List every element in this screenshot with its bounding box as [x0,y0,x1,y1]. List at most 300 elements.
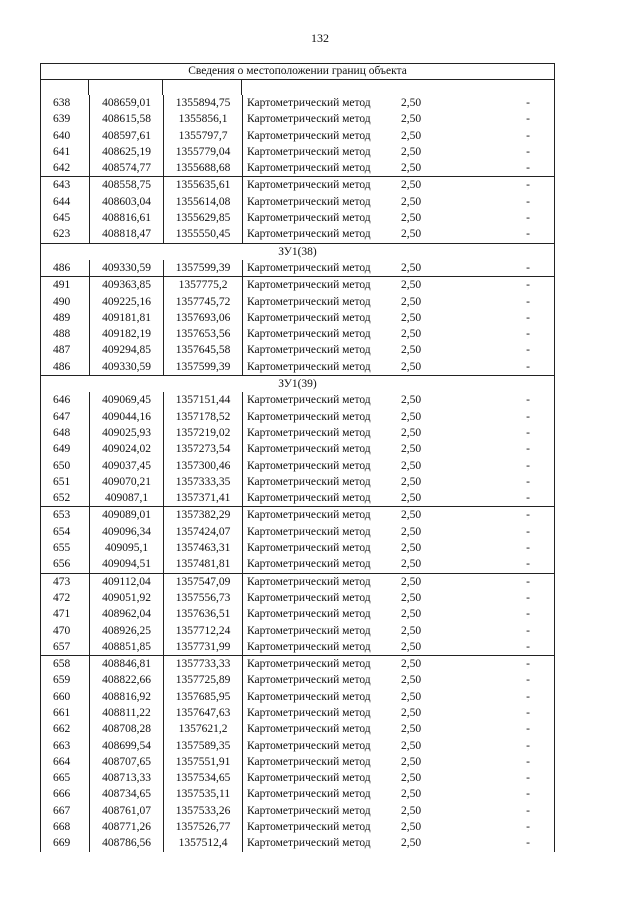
point-number-cell: 642 [53,162,71,175]
point-number-cell: 490 [53,295,71,308]
table-row [41,835,554,851]
table-row [41,392,554,408]
method-cell: Картометрический метод [242,359,389,375]
method-cell: Картометрический метод [242,260,389,276]
y-coordinate-cell: 1357599,39 [163,359,242,375]
table-row [41,754,554,770]
accuracy-cell: 2,50 [400,509,422,522]
method-cell: Картометрический метод [242,524,389,540]
section-heading: ЗУ1(38) [41,243,554,260]
accuracy-cell: 2,50 [400,575,422,588]
method-cell: Картометрический метод [242,458,389,474]
method-cell: Картометрический метод [242,194,389,210]
x-coordinate-cell: 409330,59 [89,260,163,276]
table-row [41,540,554,556]
note-cell: - [526,475,530,488]
note-cell: - [526,690,530,703]
y-coordinate-cell: 1357645,58 [163,342,242,358]
note-cell: - [526,443,530,456]
point-number-cell: 653 [53,509,71,522]
method-cell: Картометрический метод [242,786,389,802]
table-title: Сведения о местоположении границ объекта [41,64,554,80]
y-coordinate-cell: 1357589,35 [163,738,242,754]
method-cell: Картометрический метод [242,623,389,639]
point-number-cell: 486 [53,261,71,274]
point-number-cell: 491 [53,279,71,292]
note-cell: - [526,492,530,505]
point-number-cell: 666 [53,788,71,801]
note-cell: - [526,179,530,192]
x-coordinate-cell: 409330,59 [89,359,163,375]
method-cell: Картометрический метод [242,425,389,441]
y-coordinate-cell: 1355688,68 [163,160,242,176]
point-number-cell: 639 [53,113,71,126]
y-coordinate-cell: 1355894,75 [163,95,242,111]
table-row [41,623,554,639]
note-cell: - [526,575,530,588]
method-cell: Картометрический метод [242,639,389,655]
table-row [41,194,554,210]
table-row [41,409,554,425]
table-header-spacer [41,80,554,95]
accuracy-cell: 2,50 [400,113,422,126]
x-coordinate-cell: 408708,28 [89,721,163,737]
table-row [41,326,554,342]
y-coordinate-cell: 1357733,33 [163,656,242,672]
table-row [41,144,554,160]
y-coordinate-cell: 1357382,29 [163,507,242,523]
table-row [41,95,554,111]
x-coordinate-cell: 408603,04 [89,194,163,210]
x-coordinate-cell: 409037,45 [89,458,163,474]
accuracy-cell: 2,50 [400,658,422,671]
table-row [41,524,554,540]
x-coordinate-cell: 408625,19 [89,144,163,160]
y-coordinate-cell: 1357151,44 [163,392,242,408]
y-coordinate-cell: 1357775,2 [163,277,242,293]
method-cell: Картометрический метод [242,490,389,506]
table-row [41,705,554,721]
method-cell: Картометрический метод [242,474,389,490]
point-number-cell: 664 [53,755,71,768]
table-row [41,672,554,688]
y-coordinate-cell: 1357599,39 [163,260,242,276]
y-coordinate-cell: 1357535,11 [163,786,242,802]
accuracy-cell: 2,50 [400,821,422,834]
point-number-cell: 650 [53,459,71,472]
x-coordinate-cell: 409025,93 [89,425,163,441]
x-coordinate-cell: 409225,16 [89,294,163,310]
accuracy-cell: 2,50 [400,475,422,488]
point-number-cell: 655 [53,542,71,555]
x-coordinate-cell: 409182,19 [89,326,163,342]
method-cell: Картометрический метод [242,721,389,737]
point-number-cell: 656 [53,558,71,571]
x-coordinate-cell: 408574,77 [89,160,163,176]
x-coordinate-cell: 409087,1 [89,490,163,506]
note-cell: - [526,525,530,538]
point-number-cell: 644 [53,195,71,208]
accuracy-cell: 2,50 [400,804,422,817]
accuracy-cell: 2,50 [400,179,422,192]
method-cell: Картометрический метод [242,326,389,342]
accuracy-cell: 2,50 [400,97,422,109]
method-cell: Картометрический метод [242,144,389,160]
table-body [41,95,554,852]
accuracy-cell: 2,50 [400,837,422,850]
method-cell: Картометрический метод [242,226,389,242]
method-cell: Картометрический метод [242,441,389,457]
method-cell: Картометрический метод [242,392,389,408]
y-coordinate-cell: 1357636,51 [163,606,242,622]
accuracy-cell: 2,50 [400,279,422,292]
x-coordinate-cell: 409089,01 [89,507,163,523]
method-cell: Картометрический метод [242,210,389,226]
table-row [41,738,554,754]
point-number-cell: 640 [53,129,71,142]
table-row [41,689,554,705]
accuracy-cell: 2,50 [400,410,422,423]
note-cell: - [526,344,530,357]
note-cell: - [526,706,530,719]
y-coordinate-cell: 1357534,65 [163,770,242,786]
y-coordinate-cell: 1357745,72 [163,294,242,310]
table-row [41,474,554,490]
method-cell: Картометрический метод [242,556,389,572]
note-cell: - [526,837,530,850]
x-coordinate-cell: 408734,65 [89,786,163,802]
point-number-cell: 473 [53,575,71,588]
accuracy-cell: 2,50 [400,690,422,703]
point-number-cell: 489 [53,311,71,324]
note-cell: - [526,360,530,373]
x-coordinate-cell: 408699,54 [89,738,163,754]
note-cell: - [526,113,530,126]
method-cell: Картометрический метод [242,705,389,721]
point-number-cell: 660 [53,690,71,703]
accuracy-cell: 2,50 [400,772,422,785]
x-coordinate-cell: 409294,85 [89,342,163,358]
y-coordinate-cell: 1357512,4 [163,835,242,851]
page-number: 132 [311,31,329,45]
note-cell: - [526,591,530,604]
note-cell: - [526,723,530,736]
y-coordinate-cell: 1357526,77 [163,819,242,835]
y-coordinate-cell: 1357551,91 [163,754,242,770]
accuracy-cell: 2,50 [400,459,422,472]
y-coordinate-cell: 1357273,54 [163,441,242,457]
x-coordinate-cell: 408713,33 [89,770,163,786]
table-row [41,506,554,523]
y-coordinate-cell: 1357621,2 [163,721,242,737]
point-number-cell: 645 [53,212,71,225]
note-cell: - [526,279,530,292]
table-row [41,770,554,786]
accuracy-cell: 2,50 [400,608,422,621]
x-coordinate-cell: 409051,92 [89,590,163,606]
point-number-cell: 471 [53,608,71,621]
point-number-cell: 486 [53,360,71,373]
table-row [41,573,554,590]
section-heading: ЗУ1(39) [41,375,554,392]
table-row [41,819,554,835]
point-number-cell: 648 [53,426,71,439]
note-cell: - [526,739,530,752]
x-coordinate-cell: 409095,1 [89,540,163,556]
accuracy-cell: 2,50 [400,228,422,241]
note-cell: - [526,658,530,671]
note-cell: - [526,311,530,324]
accuracy-cell: 2,50 [400,295,422,308]
y-coordinate-cell: 1357653,56 [163,326,242,342]
note-cell: - [526,459,530,472]
note-cell: - [526,509,530,522]
accuracy-cell: 2,50 [400,525,422,538]
x-coordinate-cell: 408707,65 [89,754,163,770]
point-number-cell: 669 [53,837,71,850]
method-cell: Картометрический метод [242,111,389,127]
method-cell: Картометрический метод [242,507,389,523]
note-cell: - [526,410,530,423]
y-coordinate-cell: 1355797,7 [163,128,242,144]
note-cell: - [526,788,530,801]
point-number-cell: 647 [53,410,71,423]
accuracy-cell: 2,50 [400,706,422,719]
x-coordinate-cell: 409112,04 [89,574,163,590]
y-coordinate-cell: 1357685,95 [163,689,242,705]
point-number-cell: 667 [53,804,71,817]
point-number-cell: 643 [53,179,71,192]
y-coordinate-cell: 1357463,31 [163,540,242,556]
point-number-cell: 488 [53,328,71,341]
table-row [41,128,554,144]
x-coordinate-cell: 408818,47 [89,226,163,242]
note-cell: - [526,821,530,834]
method-cell: Картометрический метод [242,803,389,819]
note-cell: - [526,328,530,341]
accuracy-cell: 2,50 [400,129,422,142]
point-number-cell: 638 [53,97,71,109]
accuracy-cell: 2,50 [400,195,422,208]
method-cell: Картометрический метод [242,819,389,835]
y-coordinate-cell: 1357371,41 [163,490,242,506]
point-number-cell: 657 [53,640,71,653]
y-coordinate-cell: 1357424,07 [163,524,242,540]
table-row [41,260,554,276]
point-number-cell: 659 [53,674,71,687]
method-cell: Картометрический метод [242,95,389,111]
note-cell: - [526,772,530,785]
method-cell: Картометрический метод [242,574,389,590]
method-cell: Картометрический метод [242,160,389,176]
accuracy-cell: 2,50 [400,624,422,637]
accuracy-cell: 2,50 [400,162,422,175]
accuracy-cell: 2,50 [400,723,422,736]
y-coordinate-cell: 1357731,99 [163,639,242,655]
table-row [41,786,554,802]
table-row [41,342,554,358]
note-cell: - [526,129,530,142]
method-cell: Картометрический метод [242,689,389,705]
note-cell: - [526,640,530,653]
accuracy-cell: 2,50 [400,212,422,225]
table-row [41,606,554,622]
method-cell: Картометрический метод [242,277,389,293]
point-number-cell: 661 [53,706,71,719]
method-cell: Картометрический метод [242,606,389,622]
y-coordinate-cell: 1357547,09 [163,574,242,590]
accuracy-cell: 2,50 [400,261,422,274]
x-coordinate-cell: 409044,16 [89,409,163,425]
x-coordinate-cell: 408822,66 [89,672,163,688]
y-coordinate-cell: 1357178,52 [163,409,242,425]
accuracy-cell: 2,50 [400,145,422,158]
point-number-cell: 668 [53,821,71,834]
y-coordinate-cell: 1355779,04 [163,144,242,160]
method-cell: Картометрический метод [242,672,389,688]
accuracy-cell: 2,50 [400,492,422,505]
accuracy-cell: 2,50 [400,426,422,439]
y-coordinate-cell: 1355635,61 [163,177,242,193]
point-number-cell: 487 [53,344,71,357]
x-coordinate-cell: 408659,01 [89,95,163,111]
table-row [41,721,554,737]
y-coordinate-cell: 1357712,24 [163,623,242,639]
method-cell: Картометрический метод [242,177,389,193]
accuracy-cell: 2,50 [400,640,422,653]
y-coordinate-cell: 1355614,08 [163,194,242,210]
y-coordinate-cell: 1357647,63 [163,705,242,721]
coordinates-table [40,63,555,852]
method-cell: Картометрический метод [242,754,389,770]
table-row [41,441,554,457]
x-coordinate-cell: 408962,04 [89,606,163,622]
point-number-cell: 665 [53,772,71,785]
table-row [41,210,554,226]
note-cell: - [526,608,530,621]
note-cell: - [526,295,530,308]
accuracy-cell: 2,50 [400,591,422,604]
accuracy-cell: 2,50 [400,394,422,407]
method-cell: Картометрический метод [242,590,389,606]
method-cell: Картометрический метод [242,835,389,851]
table-row [41,425,554,441]
method-cell: Картометрический метод [242,409,389,425]
note-cell: - [526,624,530,637]
point-number-cell: 658 [53,658,71,671]
note-cell: - [526,674,530,687]
point-number-cell: 649 [53,443,71,456]
method-cell: Картометрический метод [242,656,389,672]
x-coordinate-cell: 408761,07 [89,803,163,819]
accuracy-cell: 2,50 [400,542,422,555]
note-cell: - [526,162,530,175]
method-cell: Картометрический метод [242,342,389,358]
x-coordinate-cell: 408615,58 [89,111,163,127]
accuracy-cell: 2,50 [400,739,422,752]
point-number-cell: 623 [53,228,71,241]
table-row [41,803,554,819]
note-cell: - [526,261,530,274]
y-coordinate-cell: 1357219,02 [163,425,242,441]
x-coordinate-cell: 408597,61 [89,128,163,144]
accuracy-cell: 2,50 [400,443,422,456]
point-number-cell: 472 [53,591,71,604]
x-coordinate-cell: 408816,92 [89,689,163,705]
point-number-cell: 663 [53,739,71,752]
y-coordinate-cell: 1357333,35 [163,474,242,490]
x-coordinate-cell: 408816,61 [89,210,163,226]
x-coordinate-cell: 409070,21 [89,474,163,490]
method-cell: Картометрический метод [242,128,389,144]
x-coordinate-cell: 408771,26 [89,819,163,835]
y-coordinate-cell: 1357725,89 [163,672,242,688]
x-coordinate-cell: 409181,81 [89,310,163,326]
note-cell: - [526,426,530,439]
y-coordinate-cell: 1355629,85 [163,210,242,226]
x-coordinate-cell: 408851,85 [89,639,163,655]
table-row [41,176,554,193]
point-number-cell: 654 [53,525,71,538]
point-number-cell: 651 [53,475,71,488]
y-coordinate-cell: 1357533,26 [163,803,242,819]
table-row [41,310,554,326]
y-coordinate-cell: 1357693,06 [163,310,242,326]
note-cell: - [526,542,530,555]
x-coordinate-cell: 408926,25 [89,623,163,639]
accuracy-cell: 2,50 [400,360,422,373]
accuracy-cell: 2,50 [400,344,422,357]
x-coordinate-cell: 408846,81 [89,656,163,672]
accuracy-cell: 2,50 [400,755,422,768]
note-cell: - [526,228,530,241]
table-row [41,276,554,293]
table-row [41,655,554,672]
method-cell: Картометрический метод [242,310,389,326]
accuracy-cell: 2,50 [400,674,422,687]
note-cell: - [526,558,530,571]
x-coordinate-cell: 409094,51 [89,556,163,572]
point-number-cell: 641 [53,145,71,158]
note-cell: - [526,804,530,817]
method-cell: Картометрический метод [242,294,389,310]
point-number-cell: 662 [53,723,71,736]
note-cell: - [526,145,530,158]
note-cell: - [526,212,530,225]
table-row [41,160,554,176]
method-cell: Картометрический метод [242,540,389,556]
table-row [41,458,554,474]
y-coordinate-cell: 1355550,45 [163,226,242,242]
table-row [41,639,554,655]
point-number-cell: 470 [53,624,71,637]
point-number-cell: 646 [53,394,71,407]
table-row [41,590,554,606]
table-row [41,490,554,506]
note-cell: - [526,195,530,208]
accuracy-cell: 2,50 [400,328,422,341]
method-cell: Картометрический метод [242,738,389,754]
x-coordinate-cell: 409096,34 [89,524,163,540]
accuracy-cell: 2,50 [400,788,422,801]
y-coordinate-cell: 1355856,1 [163,111,242,127]
accuracy-cell: 2,50 [400,311,422,324]
x-coordinate-cell: 408786,56 [89,835,163,851]
x-coordinate-cell: 409363,85 [89,277,163,293]
accuracy-cell: 2,50 [400,558,422,571]
x-coordinate-cell: 409024,02 [89,441,163,457]
point-number-cell: 652 [53,492,71,505]
